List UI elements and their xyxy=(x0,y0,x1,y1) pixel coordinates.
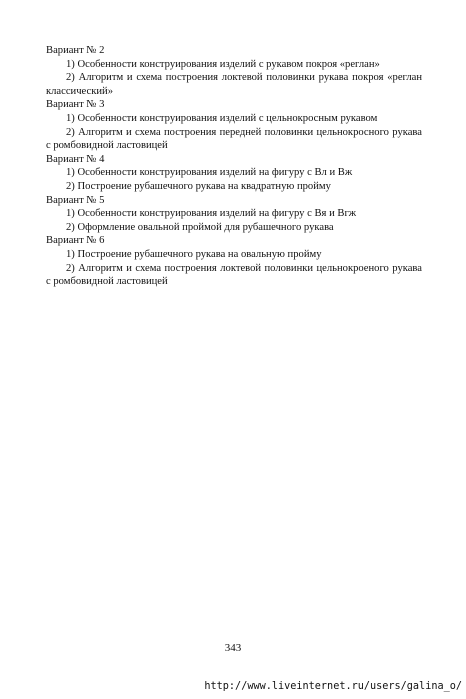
variant-3-item-2: 2) Алгоритм и схема построения передней половинки цельнокросного рукава с ромбовидной ластовицей xyxy=(46,126,422,152)
variant-2-item-2: 2) Алгоритм и схема построения локтевой половинки рукава покроя «реглан классический» xyxy=(46,72,422,97)
variant-5-item-1: 1) Особенности конструирования изделий на фигуру с Вя и Вгж xyxy=(66,208,357,220)
variant-3-item-1: 1) Особенности конструирования изделий с цельнокросным рукавом xyxy=(66,112,378,124)
watermark-url: http://www.liveinternet.ru/users/galina_o/ xyxy=(204,681,462,692)
variant-6-item-1: 1) Построение рубашечного рукава на овальную пройму xyxy=(66,248,322,260)
variant-5-title: Вариант № 5 xyxy=(46,194,105,206)
variant-6-title: Вариант № 6 xyxy=(46,235,105,247)
variant-5-item-2: 2) Оформление овальной проймой для рубашечного рукава xyxy=(66,221,334,233)
page-number: 343 xyxy=(224,642,242,654)
variant-4-item-2: 2) Построение рубашечного рукава на квадратную пройму xyxy=(66,180,331,192)
variant-4-item-1: 1) Особенности конструирования изделий на фигуру с Вл и Вж xyxy=(66,167,353,179)
variant-4-title: Вариант № 4 xyxy=(46,153,105,165)
variant-6-item-2: 2) Алгоритм и схема построения локтевой половинки цельнокроеного рукава с ромбовидной ластовицей xyxy=(46,262,422,288)
variant-2-title: Вариант № 2 xyxy=(46,45,105,56)
variant-3-title: Вариант № 3 xyxy=(46,99,105,111)
variant-2-item-1: 1) Особенности конструирования изделий с рукавом покроя «реглан» xyxy=(66,58,380,70)
document-body xyxy=(46,44,422,289)
